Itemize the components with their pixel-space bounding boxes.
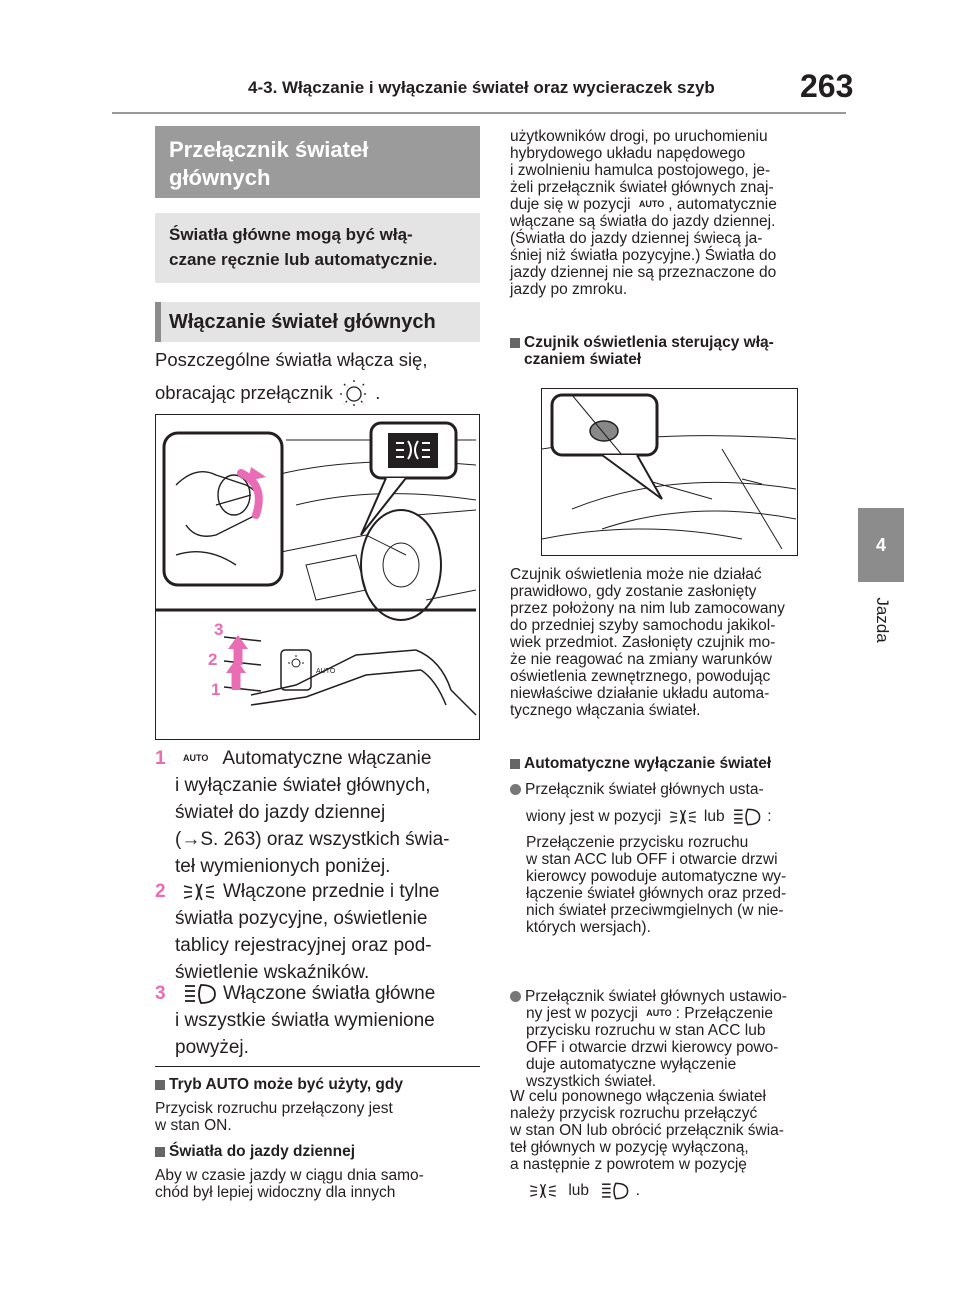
paragraph [510, 1088, 840, 1203]
para-line: niewłaściwe działanie układu automa- [510, 685, 770, 702]
para-line: wiek przedmiot. Zasłonięty czujnik mo- [510, 634, 776, 651]
note-line: w stan ON. [155, 1117, 232, 1134]
para-line: wszystkich świateł. [526, 1073, 657, 1091]
headlight-icon [729, 806, 763, 828]
page-number: 263 [800, 68, 854, 104]
parking-light-icon [666, 807, 700, 827]
item-line: świateł do jazdy dziennej [175, 802, 386, 824]
headlight-icon [179, 982, 219, 1006]
note-title-text: Tryb AUTO może być użyty, gdy [169, 1076, 403, 1093]
para-line: a następnie z powrotem w pozycję [510, 1156, 747, 1173]
light-sensor-figure [541, 388, 798, 556]
note-title [155, 1075, 403, 1095]
light-switch-icon [338, 379, 370, 409]
para-line: w stan ACC lub OFF i otwarcie drzwi [526, 851, 778, 869]
header-divider [112, 112, 846, 114]
bullet-item [510, 781, 840, 936]
square-bullet-icon [510, 338, 520, 348]
paragraph [510, 128, 840, 298]
para-line: użytkowników drogi, po uruchomieniu [510, 128, 768, 145]
dashboard-illustration [156, 415, 478, 738]
note-title [155, 1142, 355, 1162]
headlight-icon [597, 1180, 631, 1202]
item-number: 1 [155, 748, 166, 769]
para-line: należy przycisk rozruchu przełączyć [510, 1105, 758, 1122]
para-line: i zwolnieniu hamulca postojowego, je- [510, 162, 771, 179]
intro-line: Poszczególne światła włącza się, [155, 349, 428, 370]
para-text: lub [568, 1182, 589, 1199]
para-line: nich świateł przeciwmgielnych (w nie- [526, 902, 784, 920]
subheading [510, 755, 840, 772]
para-line: teł głównych w pozycję wyłączoną, [510, 1139, 749, 1156]
chapter-number: 4 [875, 534, 886, 555]
round-bullet-icon [510, 991, 521, 1002]
para-line: oświetlenia zewnętrznego, powodując [510, 668, 771, 685]
subheading-text: Automatyczne wyłączanie świateł [524, 755, 772, 772]
item-line: świetlenie wskaźników. [175, 962, 370, 983]
item-line: teł wymienionych poniżej. [175, 856, 391, 878]
para-line: (Światła do jazdy dziennej świecą ja- [510, 230, 763, 248]
para-line: których wersjach). [526, 919, 651, 937]
subsection-title: Włączanie świateł głównych [155, 302, 480, 342]
square-bullet-icon [155, 1147, 165, 1157]
chapter-name-tab [872, 592, 892, 652]
para-line: W celu ponownego włączenia świateł [510, 1088, 766, 1105]
para-line: do przedniej szyby samochodu jakikol- [510, 617, 776, 634]
item-line: Włączone przednie i tylne [223, 881, 440, 902]
note-line: Aby w czasie jazdy w ciągu dnia samo- [155, 1167, 424, 1184]
section-divider [155, 1066, 480, 1067]
paragraph [510, 566, 840, 719]
chapter-tab [858, 508, 904, 582]
section-title-line: Przełącznik świateł [169, 137, 369, 162]
subheading-text: Czujnik oświetlenia sterujący włą- [524, 334, 774, 351]
para-line: żeli przełącznik świateł głównych znaj- [510, 179, 774, 196]
item-line: Włączone światła główne [223, 983, 436, 1004]
note-text [155, 1167, 480, 1201]
figure-label-1: 1 [211, 680, 221, 699]
para-text: lub [703, 808, 725, 826]
chapter-name: Jazda [873, 597, 892, 643]
para-line: tycznego włączania świateł. [510, 702, 701, 719]
para-text: ny jest w pozycji [526, 1005, 638, 1022]
para-line: kierowcy powoduje automatyczne wy- [526, 868, 787, 886]
para-text: Przełącznik świateł głównych usta- [525, 781, 764, 798]
para-line: duje automatyczne wyłączenie [526, 1056, 737, 1074]
para-line: Przełączenie przycisku rozruchu [526, 834, 749, 852]
windshield-illustration [542, 389, 796, 554]
para-line: jazdy dziennej nie są przeznaczone do [510, 264, 777, 282]
para-line: prawidłowo, gdy zostanie zasłonięty [510, 583, 757, 600]
intro-text: obracając przełącznik [155, 382, 333, 403]
note-title-text: Światła do jazdy dziennej [169, 1143, 356, 1160]
para-line: że nie reagować na zmiany warunków [510, 651, 772, 668]
figure-label-3: 3 [214, 620, 224, 639]
item-line: powyżej. [175, 1037, 249, 1058]
intro-line [155, 378, 380, 409]
figure-label-auto: AUTO [316, 668, 336, 675]
para-line: przez położony na nim lub zamocowany [510, 600, 785, 617]
section-title [155, 126, 480, 198]
section-title-line: głównych [169, 165, 271, 190]
headlight-switch-figure [155, 414, 480, 740]
para-line: włączane są światła do jazdy dziennej. [510, 213, 776, 231]
subheading-text: czaniem świateł [524, 351, 642, 368]
item-line: światła pozycyjne, oświetlenie [175, 908, 428, 929]
auto-icon: AUTO [638, 199, 665, 210]
para-line: przycisku rozruchu w stan ACC lub [526, 1022, 766, 1040]
parking-light-icon [179, 881, 219, 903]
para-line: hybrydowego układu napędowego [510, 145, 746, 162]
para-text: : Przełączenie [675, 1005, 773, 1022]
para-text: , automatycznie [668, 196, 777, 213]
bullet-item [510, 988, 840, 1090]
para-text: wiony jest w pozycji [526, 808, 662, 826]
item-line: (→S. 263) oraz wszystkich świa- [175, 829, 450, 851]
figure-label-2: 2 [208, 650, 218, 669]
square-bullet-icon [510, 759, 520, 769]
para-text: . [635, 1182, 640, 1199]
lead-line: czane ręcznie lub automatycznie. [169, 250, 438, 269]
note-line: Przycisk rozruchu przełączony jest [155, 1100, 393, 1117]
round-bullet-icon [510, 784, 521, 795]
note-line: chód był lepiej widoczny dla innych [155, 1184, 396, 1201]
para-line: łączenie świateł głównych oraz przed- [526, 885, 787, 903]
item-line: tablicy rejestracyjnej oraz pod- [175, 935, 432, 956]
para-text: duje się w pozycji [510, 196, 631, 213]
para-line: Czujnik oświetlenia może nie działać [510, 566, 762, 583]
para-line: w stan ON lub obrócić przełącznik świa- [510, 1122, 784, 1139]
parking-light-icon [526, 1181, 560, 1201]
lead-summary [155, 213, 480, 283]
note-text [155, 1100, 480, 1134]
item-line: i wszystkie światła wymienione [175, 1010, 435, 1031]
intro-text: . [375, 382, 381, 403]
auto-icon: AUTO [183, 753, 209, 764]
para-line: śniej niż światła pozycyjne.) Światła do [510, 247, 777, 265]
item-number: 3 [155, 983, 166, 1004]
para-text: : [767, 808, 772, 826]
lead-line: Światła główne mogą być włą- [169, 225, 413, 244]
para-line: OFF i otwarcie drzwi kierowcy powo- [526, 1039, 779, 1057]
para-line: jazdy po zmroku. [510, 281, 628, 299]
chapter-header: 4-3. Włączanie i wyłączanie świateł oraz wycieraczek szyb [248, 78, 715, 97]
auto-icon: AUTO [646, 1008, 672, 1019]
item-line: i wyłączanie świateł głównych, [175, 775, 431, 797]
square-bullet-icon [155, 1080, 165, 1090]
item-line: Automatyczne włączanie [222, 748, 432, 769]
subheading [510, 334, 840, 368]
para-text: Przełącznik świateł głównych ustawio- [525, 988, 787, 1005]
item-number: 2 [155, 881, 166, 902]
